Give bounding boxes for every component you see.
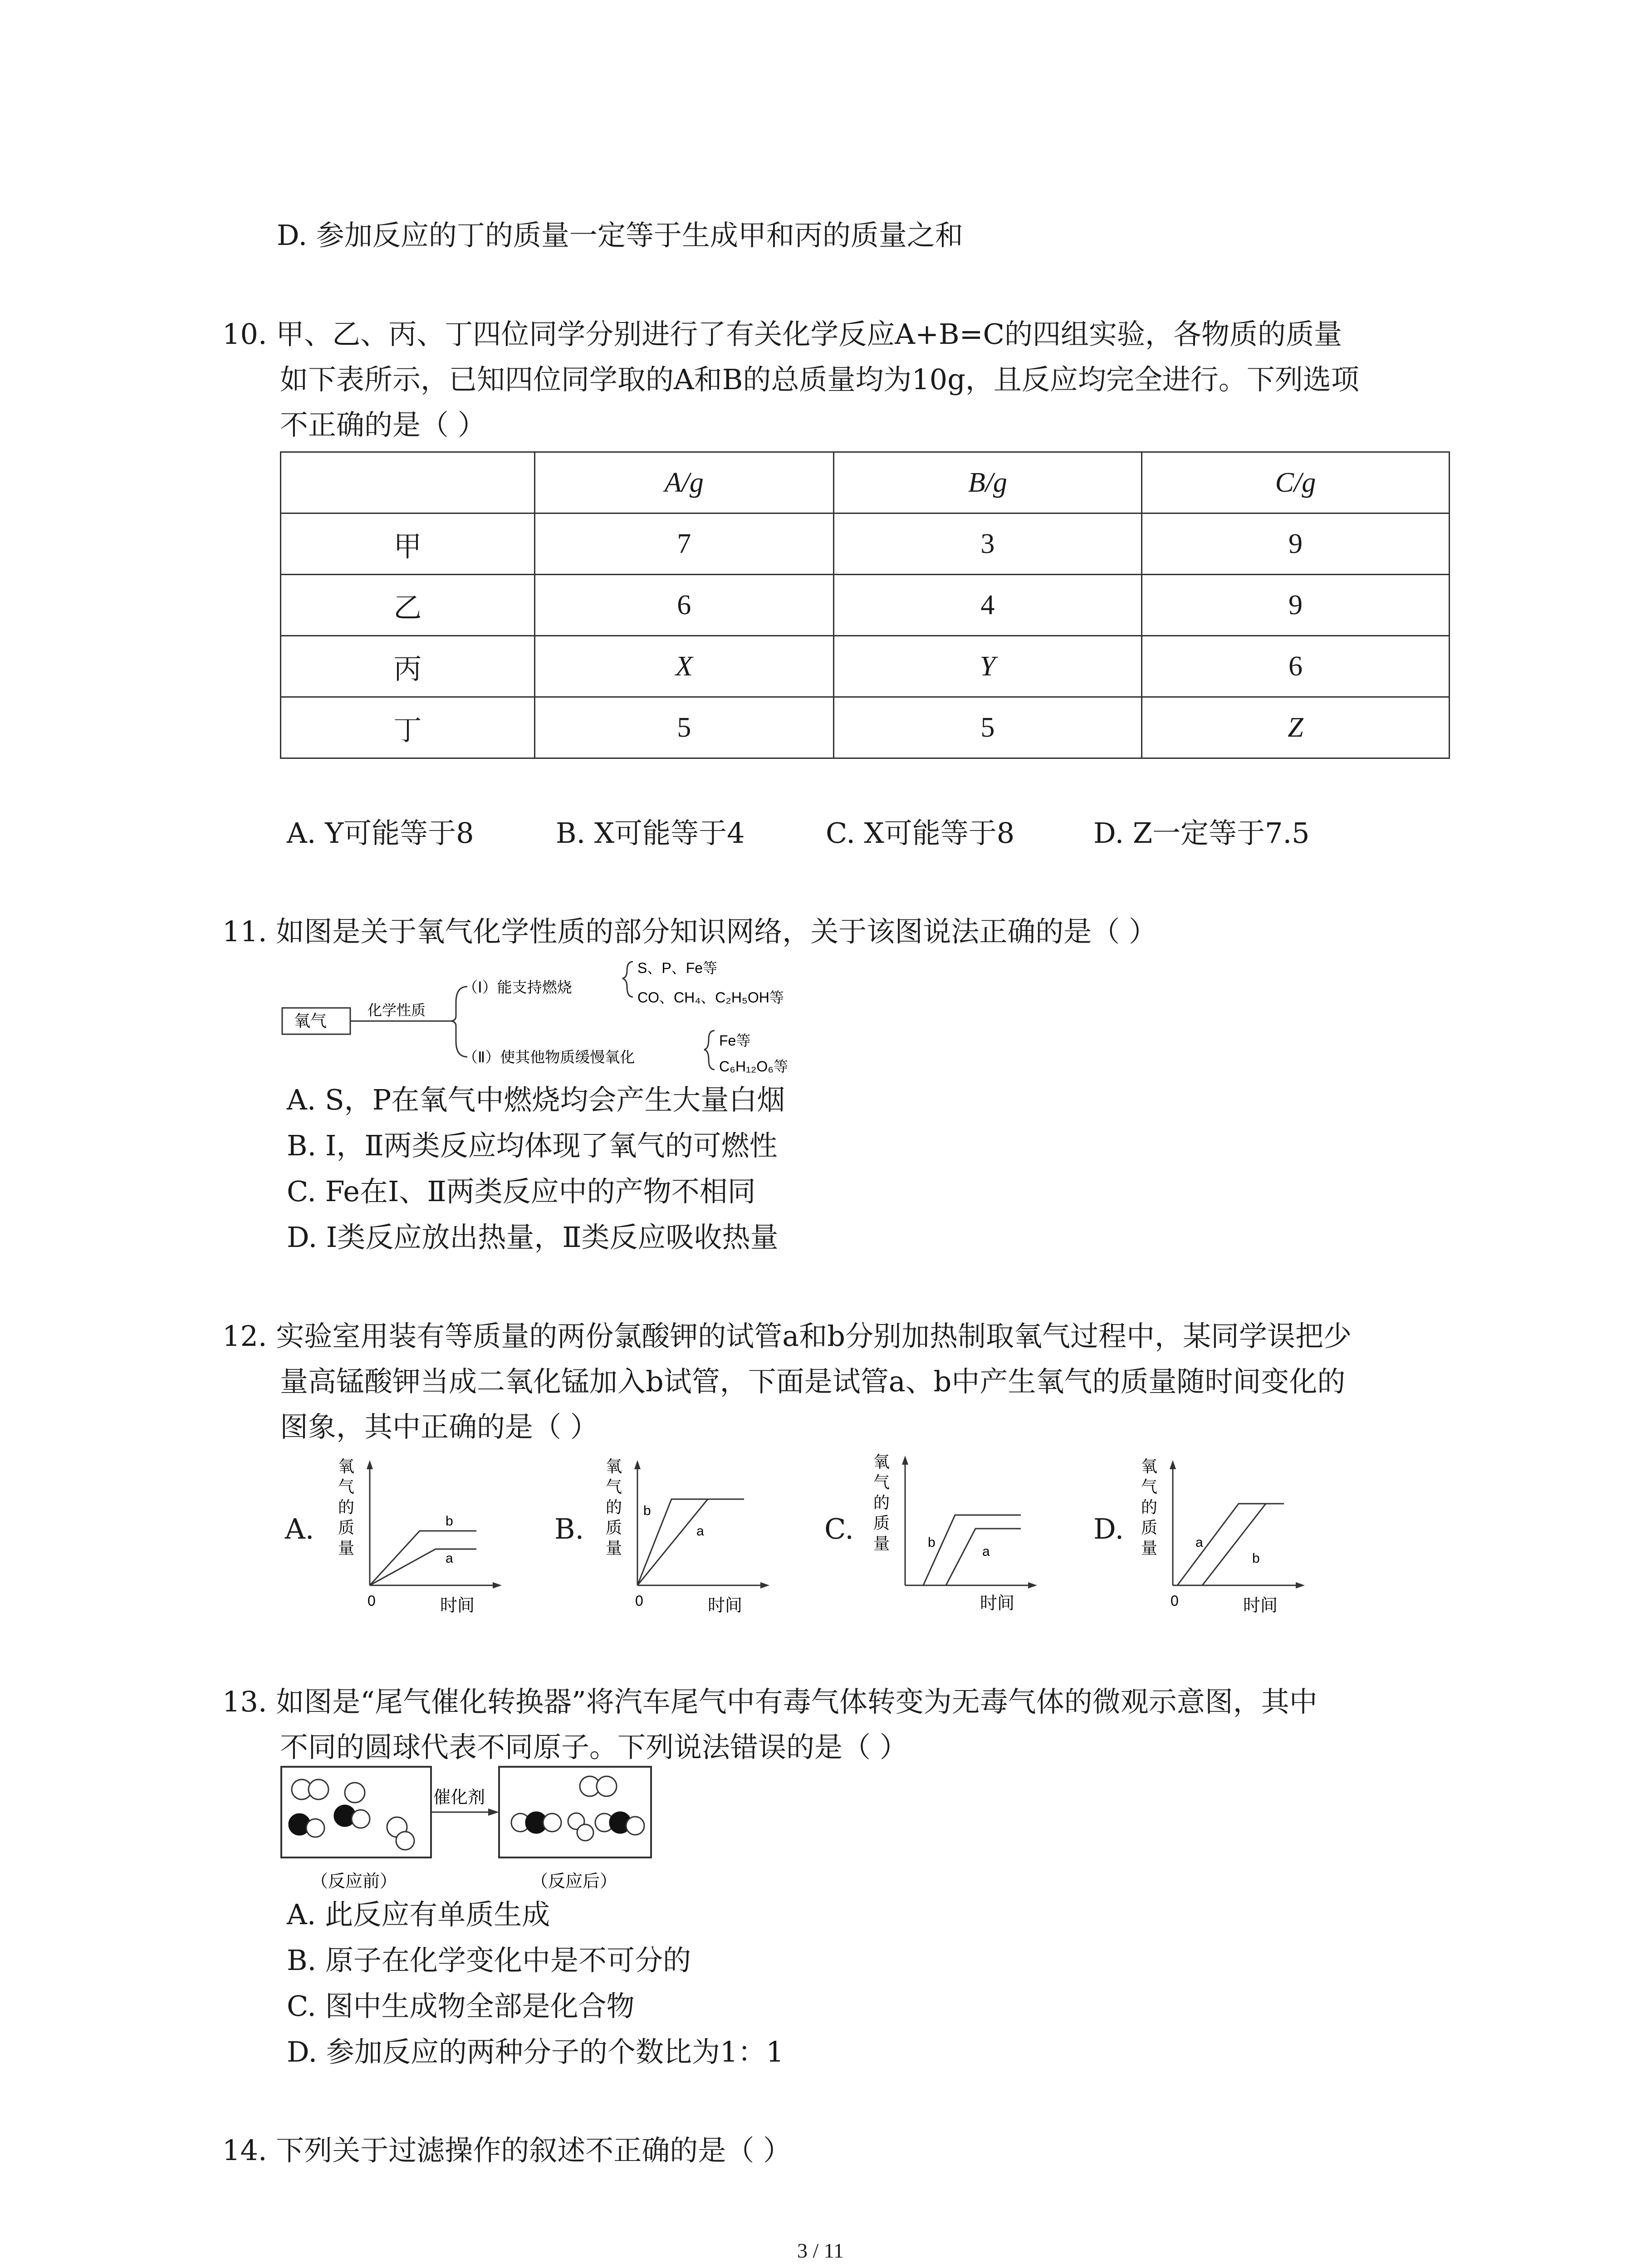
q12-graph-b <box>599 1454 780 1622</box>
q11-option-d: D. Ⅰ类反应放出热量，Ⅱ类反应吸收热量 <box>287 1221 779 1254</box>
branch1-example-b: CO、CH₄、C₂H₅OH等 <box>637 989 784 1006</box>
q10-option-c: C. X可能等于8 <box>826 816 1015 850</box>
after-reaction-box <box>499 1767 651 1857</box>
table-cell: 5 <box>833 697 1141 758</box>
series-b-label: b <box>928 1535 936 1550</box>
white-atom <box>626 1817 644 1835</box>
ylabel-char: 质 <box>606 1518 622 1537</box>
xlabel: 时间 <box>1243 1596 1278 1615</box>
q12-option-d-label: D. <box>1093 1512 1124 1545</box>
y-axis-arrow <box>1170 1460 1176 1469</box>
q10-stem-line3: 不正确的是（ ） <box>280 408 486 441</box>
white-atom <box>352 1810 370 1828</box>
catalyst-label: 催化剂 <box>433 1788 485 1807</box>
table-cell: X <box>534 636 833 697</box>
series-b-label: b <box>643 1503 651 1518</box>
xlabel: 时间 <box>440 1596 475 1615</box>
ylabel-char: 的 <box>1141 1498 1158 1516</box>
oxygen-box-label: 氧气 <box>294 1012 327 1030</box>
ylabel-char: 质 <box>873 1514 890 1532</box>
q13-catalytic-converter-diagram <box>277 1765 662 1901</box>
table-cell: 3 <box>833 513 1141 575</box>
ylabel-char: 氧 <box>338 1457 355 1476</box>
table-cell: 9 <box>1141 513 1449 575</box>
ylabel-char: 的 <box>338 1498 355 1516</box>
y-axis-arrow <box>902 1456 908 1465</box>
q12-stem-line1: 12. 实验室用装有等质量的两份氯酸钾的试管a和b分别加热制取氧气过程中，某同学误把少 <box>222 1320 1352 1353</box>
q12-graph-a <box>331 1454 513 1622</box>
white-atom <box>306 1819 324 1837</box>
xlabel: 时间 <box>980 1594 1015 1613</box>
ylabel-char: 质 <box>1141 1518 1158 1537</box>
table-header-row <box>281 452 1450 513</box>
branch2-brace <box>704 1031 715 1070</box>
branch2-example-a: Fe等 <box>719 1032 751 1049</box>
q10-option-a: A. Y可能等于8 <box>287 816 474 850</box>
table-cell: 9 <box>1141 575 1449 636</box>
q12-stem-line2: 量高锰酸钾当成二氧化锰加入b试管，下面是试管a、b中产生氧气的质量随时间变化的 <box>280 1365 1346 1398</box>
table-cell: 丁 <box>281 697 535 758</box>
table-cell: 丙 <box>281 636 535 697</box>
table-cell: 乙 <box>281 575 535 636</box>
table-row <box>281 513 1450 575</box>
table-cell: 甲 <box>281 513 535 575</box>
q10-option-b: B. X可能等于4 <box>556 816 745 850</box>
page-number: 3 / 11 <box>797 2239 844 2262</box>
ylabel-char: 质 <box>338 1518 355 1537</box>
table-row <box>281 697 1450 758</box>
ylabel-char: 气 <box>1141 1477 1158 1496</box>
q10-option-d: D. Z一定等于7.5 <box>1093 816 1310 850</box>
before-label: （反应前） <box>311 1872 397 1891</box>
table-cell: 6 <box>534 575 833 636</box>
y-axis-arrow <box>367 1460 373 1469</box>
q12-option-a-label: A. <box>285 1512 314 1545</box>
table-cell: 4 <box>833 575 1141 636</box>
origin-label: 0 <box>635 1593 643 1609</box>
branch1-example-a: S、P、Fe等 <box>637 960 718 976</box>
q12-graph-d <box>1134 1454 1316 1622</box>
q13-stem-line2: 不同的圆球代表不同原子。下列说法错误的是（ ） <box>280 1730 908 1764</box>
q10-stem-line1: 10. 甲、乙、丙、丁四位同学分别进行了有关化学反应A+B=C的四组实验，各物质的质量 <box>222 318 1342 351</box>
q13-option-a: A. 此反应有单质生成 <box>287 1898 550 1931</box>
q11-oxygen-knowledge-diagram <box>272 953 839 1075</box>
q10-data-table <box>280 451 1450 759</box>
series-a-label: a <box>982 1544 990 1559</box>
branch2-label: （Ⅱ）使其他物质缓慢氧化 <box>463 1049 635 1066</box>
table-header-cell: C/g <box>1141 452 1449 513</box>
branch1-label: （Ⅰ）能支持燃烧 <box>463 979 572 996</box>
origin-label: 0 <box>367 1593 376 1609</box>
white-atom <box>597 1776 617 1796</box>
ylabel-char: 氧 <box>606 1457 622 1476</box>
series-b-line <box>923 1515 1021 1585</box>
main-brace <box>450 987 467 1057</box>
ylabel-char: 氧 <box>873 1452 890 1471</box>
table-row <box>281 636 1450 697</box>
table-header-cell: A/g <box>534 452 833 513</box>
series-b-label: b <box>446 1514 453 1529</box>
x-axis-arrow <box>760 1582 769 1589</box>
table-cell: Y <box>833 636 1141 697</box>
q12-stem-line3: 图象，其中正确的是（ ） <box>280 1410 598 1443</box>
table-header-cell: B/g <box>833 452 1141 513</box>
q11-option-a: A. S，P在氧气中燃烧均会产生大量白烟 <box>287 1083 785 1116</box>
branch2-example-b: C₆H₁₂O₆等 <box>719 1058 789 1075</box>
q12-option-c-label: C. <box>824 1512 854 1545</box>
ylabel-char: 氧 <box>1141 1457 1158 1476</box>
series-a-line <box>1177 1504 1275 1585</box>
x-axis-arrow <box>493 1582 502 1589</box>
q12-option-b-label: B. <box>554 1512 584 1545</box>
series-a-label: a <box>696 1524 704 1539</box>
y-axis-arrow <box>634 1460 641 1469</box>
x-axis-arrow <box>1028 1582 1037 1589</box>
q13-option-c: C. 图中生成物全部是化合物 <box>287 1989 635 2023</box>
after-label: （反应后） <box>531 1872 617 1891</box>
table-header-cell <box>281 452 535 513</box>
q10-stem-line2: 如下表所示，已知四位同学取的A和B的总质量均为10g，且反应均完全进行。下列选项 <box>280 363 1359 396</box>
white-atom <box>345 1783 365 1803</box>
series-b-line <box>637 1499 744 1585</box>
xlabel: 时间 <box>708 1596 743 1615</box>
ylabel-char: 量 <box>1141 1539 1158 1557</box>
white-atom <box>309 1779 328 1799</box>
white-atom <box>543 1813 561 1832</box>
q11-option-b: B. Ⅰ，Ⅱ两类反应均体现了氧气的可燃性 <box>287 1129 778 1162</box>
ylabel-char: 的 <box>873 1493 890 1512</box>
series-b-line <box>1202 1504 1284 1585</box>
q13-stem-line1: 13. 如图是“尾气催化转换器”将汽车尾气中有毒气体转变为无毒气体的微观示意图，其中 <box>222 1685 1318 1718</box>
chemical-property-label: 化学性质 <box>367 1002 426 1018</box>
q13-option-b: B. 原子在化学变化中是不可分的 <box>287 1944 691 1977</box>
table-row <box>281 575 1450 636</box>
ylabel-char: 气 <box>338 1477 355 1496</box>
reaction-arrow-head <box>488 1809 499 1816</box>
table-cell: 6 <box>1141 636 1449 697</box>
white-atom <box>577 1824 593 1841</box>
ylabel-char: 量 <box>606 1539 622 1557</box>
ylabel-char: 气 <box>873 1473 890 1491</box>
ylabel-char: 的 <box>606 1498 622 1516</box>
series-a-label: a <box>1195 1535 1203 1550</box>
ylabel-char: 气 <box>606 1477 622 1496</box>
origin-label: 0 <box>1171 1593 1179 1609</box>
q9-option-d: D. 参加反应的丁的质量一定等于生成甲和丙的质量之和 <box>277 219 963 252</box>
q11-option-c: C. Fe在Ⅰ、Ⅱ两类反应中的产物不相同 <box>287 1175 756 1208</box>
table-cell: 5 <box>534 697 833 758</box>
branch1-brace <box>622 962 633 997</box>
x-axis-arrow <box>1296 1582 1305 1589</box>
table-cell: Z <box>1141 697 1449 758</box>
table-cell: 7 <box>534 513 833 575</box>
q13-option-d: D. 参加反应的两种分子的个数比为1：1 <box>287 2035 784 2068</box>
series-b-label: b <box>1252 1551 1260 1566</box>
ylabel-char: 量 <box>873 1534 890 1553</box>
q11-stem: 11. 如图是关于氧气化学性质的部分知识网络，关于该图说法正确的是（ ） <box>222 915 1157 948</box>
white-atom <box>396 1832 414 1850</box>
series-a-label: a <box>446 1551 453 1566</box>
ylabel-char: 量 <box>338 1539 355 1557</box>
q12-graph-c <box>867 1449 1048 1622</box>
q14-stem: 14. 下列关于过滤操作的叙述不正确的是（ ） <box>222 2134 792 2167</box>
